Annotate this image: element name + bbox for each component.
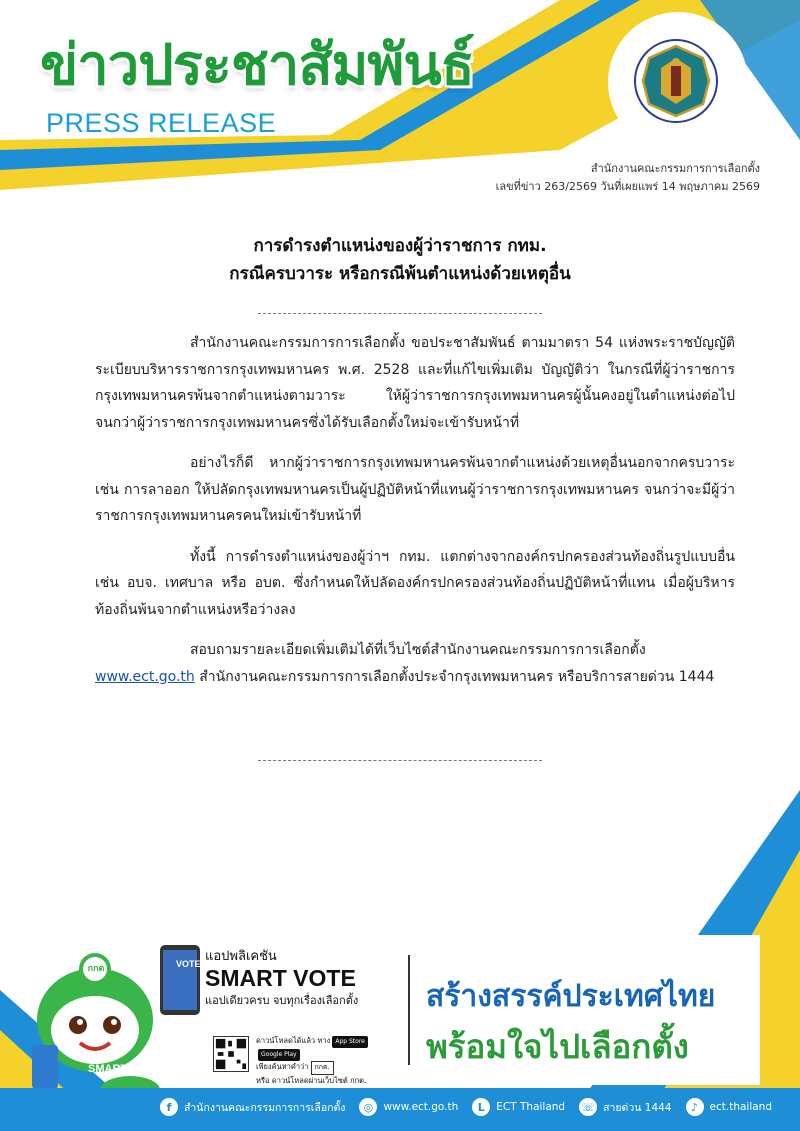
paragraph-4-tail: สำนักงานคณะกรรมการการเลือกตั้งประจำกรุงเทพมหานคร หรือบริการสายด่วน 1444 (194, 668, 715, 685)
line-icon: L (472, 1098, 490, 1116)
headline-line2: กรณีครบวาระ หรือกรณีพ้นตำแหน่งด้วยเหตุอื่น (229, 264, 571, 285)
press-body (95, 330, 735, 704)
headline-line1: การดำรงตำแหน่งของผู้ว่าราชการ กทม. (253, 236, 547, 256)
press-release-title-en: PRESS RELEASE (46, 108, 277, 138)
or-download-text: หรือ ดาวน์โหลดผ่านเว็บไซต์ กกต. (256, 1076, 367, 1086)
tiktok-icon: ♪ (686, 1098, 704, 1116)
download-info (256, 1035, 386, 1088)
bottom-divider (258, 760, 542, 761)
app-label: แอปพลิเคชัน (205, 949, 277, 964)
contact-bar-items (160, 1098, 772, 1116)
line-label: ECT Thailand (496, 1101, 566, 1113)
search-label: เพียงค้นหาคำว่า (256, 1062, 309, 1072)
contact-hotline[interactable] (579, 1098, 671, 1116)
paragraph-4-lead: สอบถามรายละเอียดเพิ่มเติมได้ที่เว็บไซต์สำนักงานคณะกรรมการการเลือกตั้ง (190, 642, 646, 658)
slogan-line2: พร้อมใจไปเลือกตั้ง (426, 1027, 689, 1066)
contact-website[interactable] (359, 1098, 458, 1116)
mascot-badge-text: กกต (87, 964, 105, 974)
facebook-icon: f (160, 1098, 178, 1116)
facebook-label: สำนักงานคณะกรรมการการเลือกตั้ง (184, 1101, 346, 1114)
paragraph-2: อย่างไรก็ดี หากผู้ว่าราชการกรุงเทพมหานครพ้นจากตำแหน่งด้วยเหตุอื่นนอกจากครบวาระ เช่น การลาออก ให้ปลัดกรุงเทพมหานครเป็นผู้ปฏิบัติหน้าที่แทนผู้ว่าราชการกรุงเทพมหานคร จนกว่าจะมีผู้ว่าราชการกรุงเทพมหานครคนใหม่เข้ารับหน้าที่ (95, 455, 735, 524)
smart-ect-mascot (20, 945, 200, 1105)
google-play-badge[interactable]: Google Play (258, 1049, 300, 1061)
paragraph-1: สำนักงานคณะกรรมการการเลือกตั้ง ขอประชาสัมพันธ์ ตามมาตรา 54 แห่งพระราชบัญญัติระเบียบบริหารราชการกรุงเทพมหานคร พ.ศ. 2528 และที่แก้ไขเพิ่มเติม บัญญัติว่า ในกรณีที่ผู้ว่าราชการกรุงเทพมหานครพ้นจากตำแหน่งตามวาระ ให้ผู้ว่าราชการกรุงเทพมหานครผู้นั้นคงอยู่ในตำแหน่งต่อไปจนกว่าผู้ว่าราชการกรุงเทพมหานครซึ่งได้รับเลือกตั้งใหม่จะเข้ารับหน้าที่ (95, 335, 735, 431)
app-store-badge[interactable]: App Store (332, 1036, 368, 1048)
footer-divider (408, 955, 410, 1065)
download-here-text: ดาวน์โหลดได้แล้ว ทาง (256, 1036, 331, 1045)
contact-tiktok[interactable] (686, 1098, 772, 1116)
ect-seal-icon (633, 38, 719, 124)
paragraph-3: ทั้งนี้ การดำรงตำแหน่งของผู้ว่าฯ กทม. แตกต่างจากองค์กรปกครองส่วนท้องถิ่นรูปแบบอื่น เช่น อบจ. เทศบาล หรือ อบต. ซึ่งกำหนดให้ปลัดองค์กรปกครองส่วนท้องถิ่นปฏิบัติหน้าที่แทน เมื่อผู้บริหารท้องถิ่นพ้นจากตำแหน่งหรือว่างลง (95, 548, 735, 618)
press-release-title-th: ข่าวประชาสัมพันธ์ (40, 33, 474, 98)
tiktok-label: ect.thailand (709, 1101, 772, 1113)
contact-line[interactable] (472, 1098, 565, 1116)
headline (0, 232, 800, 288)
smart-vote-promo (205, 945, 395, 1009)
slogan-line1: สร้างสรรค์ประเทศไทย (426, 979, 716, 1014)
app-name: SMART VOTE (205, 965, 356, 991)
phone-icon: ☏ (579, 1098, 597, 1116)
ect-website-link[interactable]: www.ect.go.th (95, 668, 195, 685)
app-tagline: แอปเดียวครบ จบทุกเรื่องเลือกตั้ง (205, 994, 359, 1008)
issuer-name: สำนักงานคณะกรรมการการเลือกตั้ง (590, 162, 760, 175)
hotline-label: สายด่วน 1444 (603, 1101, 672, 1114)
release-number-date: เลขที่ข่าว 263/2569 วันที่เผยแพร่ 14 พฤษภาคม 2569 (495, 179, 760, 193)
qr-code-icon[interactable] (213, 1036, 249, 1072)
mascot-name: SMART ECT (88, 1063, 153, 1075)
phone-screen-label: VOTE (176, 959, 201, 969)
globe-icon: ◎ (359, 1098, 377, 1116)
paragraph-4 (95, 637, 735, 690)
top-divider (258, 313, 542, 314)
website-label: www.ect.go.th (383, 1101, 459, 1113)
search-term-box: กกต. (311, 1061, 334, 1075)
contact-facebook[interactable] (160, 1098, 345, 1116)
issuer-info (496, 160, 760, 195)
